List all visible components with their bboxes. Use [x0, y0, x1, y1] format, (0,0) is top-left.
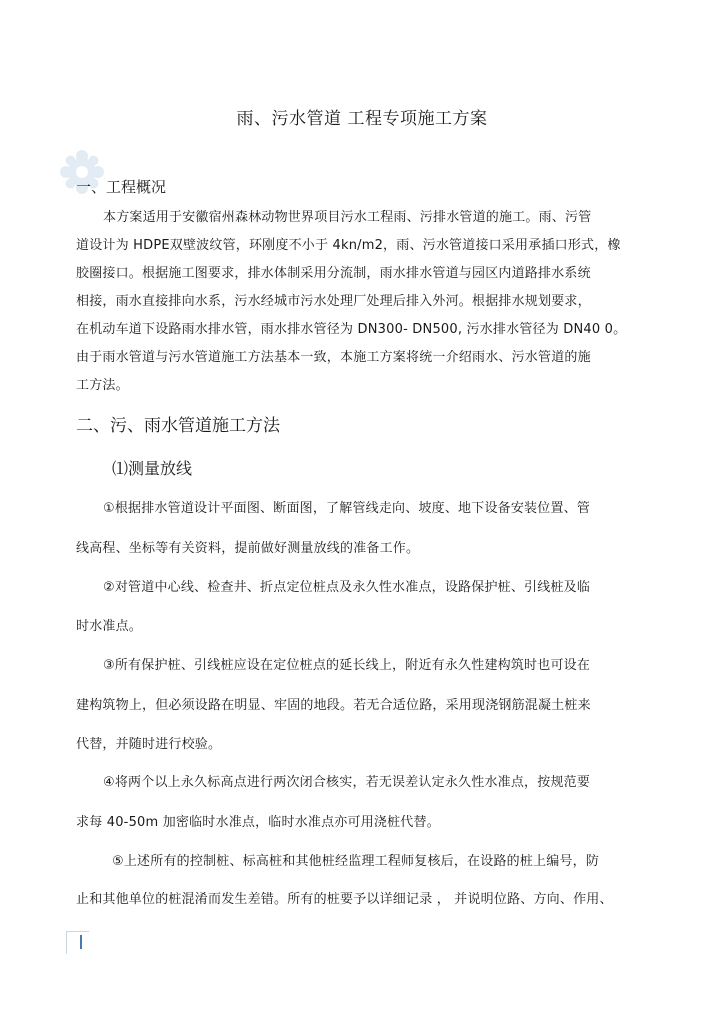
section2-line-5: ③所有保护桩、引线桩应设在定位桩点的延长线上，附近有永久性建构筑时也可设在	[103, 658, 591, 673]
section1-line-6: 由于雨水管道与污水管道施工方法基本一致，本施工方案将统一介绍雨水、污水管道的施	[76, 350, 591, 365]
section1-line-7: 工方法。	[76, 378, 129, 393]
section2-line-9: 求每 40-50m 加密临时水准点，临时水准点亦可用浇桩代替。	[76, 815, 440, 830]
section1-line-2: 道设计为 HDPE双壁波纹管，环刚度不小于 4kn/m2，雨、污水管道接口采用承插口形式，橡	[76, 238, 621, 253]
section1-line-3: 胶圈接口。根据施工图要求，排水体制采用分流制，雨水排水管道与园区内道路排水系统	[76, 266, 591, 281]
section2-line-6: 建构筑物上，但必须设路在明显、牢固的地段。若无合适位路，采用现浇钢筋混凝土桩来	[76, 698, 591, 713]
section2-line-7: 代替，并随时进行校验。	[76, 737, 222, 752]
page-corner-mark	[66, 931, 89, 954]
section2-heading: 二、污、雨水管道施工方法	[76, 416, 280, 436]
section1-line-5: 在机动车道下设路雨水排水管，雨水排水管径为 DN300- DN500, 污水排水管径为 DN40 0。	[76, 322, 627, 337]
section2-line-2: 线高程、坐标等有关资料，提前做好测量放线的准备工作。	[76, 541, 420, 556]
section1-line-1: 本方案适用于安徽宿州森林动物世界项目污水工程雨、污排水管道的施工。雨、污管	[103, 210, 592, 225]
section2-line-3: ②对管道中心线、检查井、折点定位桩点及永久性水准点，设路保护桩、引线桩及临	[103, 580, 591, 595]
section2-line-11: 止和其他单位的桩混淆而发生差错。所有的桩要予以详细记录 ， 并说明位路、方向、作用、	[76, 892, 613, 907]
page-marker-bar	[80, 935, 82, 949]
section2-line-4: 时水准点。	[76, 619, 143, 634]
section2-subheading: ⑴测量放线	[112, 459, 193, 478]
section2-line-8: ④将两个以上永久标高点进行两次闭合核实，若无误差认定永久性水准点，按规范要	[103, 775, 591, 790]
section1-heading: 一、工程概况	[76, 178, 167, 196]
section2-line-1: ①根据排水管道设计平面图、断面图，了解管线走向、坡度、地下设备安装位置、管	[103, 501, 591, 516]
section2-line-10: ⑤上述所有的控制桩、标高桩和其他桩经监理工程师复核后，在设路的桩上编号，防	[112, 854, 600, 869]
section1-line-4: 相接，雨水直接排向水系，污水经城市污水处理厂处理后排入外河。根据排水规划要求，	[76, 294, 591, 309]
document-title: 雨、污水管道 工程专项施工方案	[236, 109, 488, 129]
